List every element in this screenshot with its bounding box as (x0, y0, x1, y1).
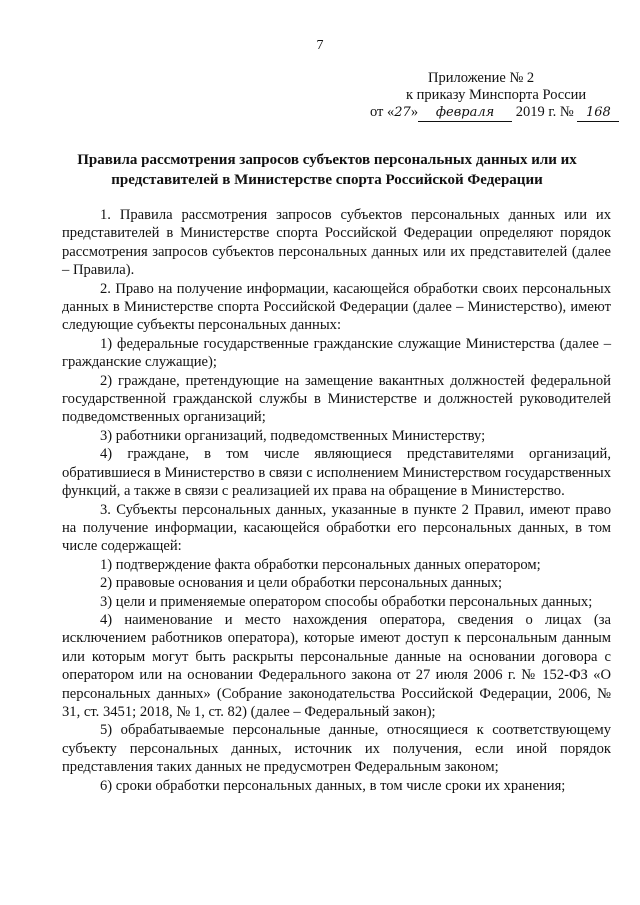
date-prefix: от « (370, 104, 395, 120)
appendix-date-line (360, 104, 610, 122)
paragraph: 6) сроки обработки персональных данных, в том числе сроки их хранения; (100, 777, 566, 794)
date-day-handwritten: 27 (394, 105, 411, 120)
document-body (62, 206, 611, 795)
date-close: » (410, 104, 419, 120)
document-title: Правила рассмотрения запросов субъектов персональных данных или их представителей в Министерстве спорта Российской Федерации (77, 152, 577, 188)
page-number: 7 (316, 38, 324, 53)
paragraph: 3. Субъекты персональных данных, указанные в пункте 2 Правил, имеют право на получение информации, касающейся обработки его персональных данных, в том числе содержащей: (62, 501, 611, 555)
appendix-header (360, 70, 610, 122)
paragraph: 2. Право на получение информации, касающейся обработки своих персональных данных в Министерстве спорта Российской Федерации (далее – Министерство), имеют следующие субъекты персональных данных: (62, 280, 611, 334)
year-text: 2019 г. № (515, 104, 574, 120)
paragraph: 2) граждане, претендующие на замещение вакантных должностей федеральной государственной гражданской службы в Министерстве и должностей руководителей подведомственных организаций; (62, 372, 611, 426)
paragraph: 5) обрабатываемые персональные данные, относящиеся к соответствующему субъекту персональных данных, источник их получения, если иной порядок представления таких данных не предусмотрен Федеральным законом; (62, 722, 611, 776)
paragraph: 2) правовые основания и цели обработки персональных данных; (100, 575, 503, 592)
paragraph: 1) федеральные государственные гражданские служащие Министерства (далее – гражданские служащие); (62, 335, 611, 371)
paragraph: 3) работники организаций, подведомственных Министерству; (100, 427, 486, 444)
paragraph: 1) подтверждение факта обработки персональных данных оператором; (100, 556, 541, 573)
paragraph: 3) цели и применяемые оператором способы обработки персональных данных; (100, 593, 593, 610)
paragraph: 4) граждане, в том числе являющиеся представителями организаций, обратившиеся в Министерство в связи с исполнением Министерством государственных функций, а также в связи с реализацией их права на обращение в Министерство. (62, 446, 611, 500)
date-month-handwritten: февраля (418, 104, 512, 122)
paragraph: 1. Правила рассмотрения запросов субъектов персональных данных или их представителей в Министерстве спорта Российской Федерации определяют порядок рассмотрения запросов субъектов персональных данных или их представителей (далее – Правила). (62, 207, 611, 279)
appendix-order-line: к приказу Минспорта России (406, 87, 587, 103)
paragraph: 4) наименование и место нахождения оператора, сведения о лицах (за исключением работников оператора), которые имеют доступ к персональным данным или которым могут быть раскрыты персональные данные на основании договора с оператором или на основании Федерального закона от 27 июля 2006 г. № 152-ФЗ «О персональных данных» (Собрание законодательства Российской Федерации, 2006, № 31, ст. 3451; 2018, № 1, ст. 82) (далее – Федеральный закон); (62, 611, 611, 720)
order-number-handwritten: 168 (577, 104, 619, 122)
appendix-title: Приложение № 2 (428, 70, 535, 86)
